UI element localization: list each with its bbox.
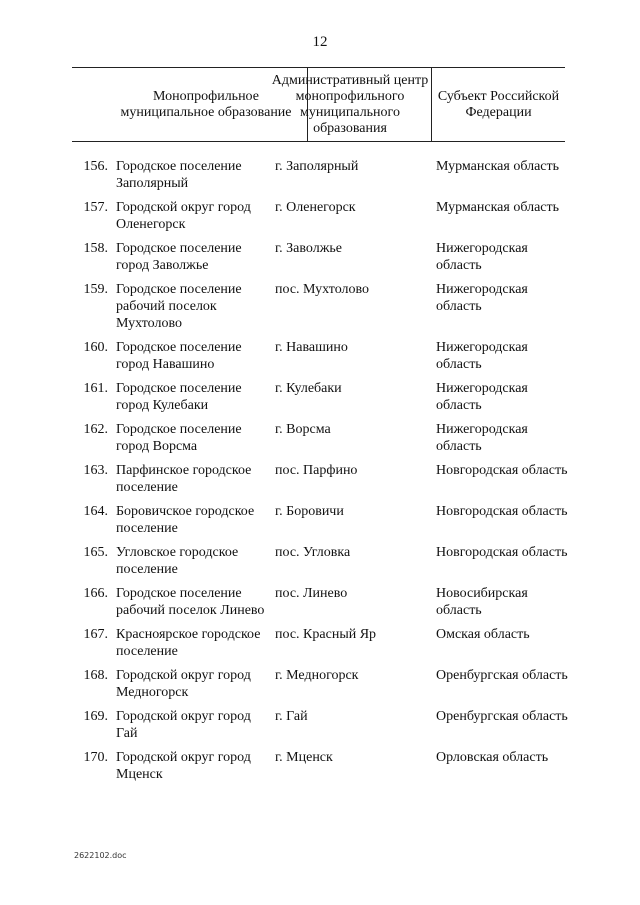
header-municipality: Монопрофильное муниципальное образование <box>105 68 308 141</box>
table-row <box>72 708 572 742</box>
municipality-name: Городское поселение город Кулебаки <box>116 381 242 413</box>
federal-subject: Нижегородская область <box>436 340 528 372</box>
municipality-name: Городской округ город Оленегорск <box>116 200 251 232</box>
municipality-name: Боровичское городское поселение <box>116 504 255 536</box>
table-row <box>72 421 572 455</box>
table-row <box>72 339 572 373</box>
admin-center: г. Боровичи <box>275 504 344 519</box>
row-number: 170. <box>83 750 108 765</box>
row-number: 169. <box>83 709 108 724</box>
admin-center: г. Кулебаки <box>275 381 342 396</box>
admin-center: г. Ворсма <box>275 422 331 437</box>
table-row <box>72 462 572 496</box>
federal-subject: Омская область <box>436 627 530 642</box>
admin-center: г. Заполярный <box>275 159 359 174</box>
admin-center: г. Медногорск <box>275 668 359 683</box>
file-footer: 2622102.doc <box>74 851 127 860</box>
municipality-name: Городское поселение рабочий поселок Линево <box>116 586 265 618</box>
row-number: 162. <box>83 422 108 437</box>
admin-center: г. Навашино <box>275 340 348 355</box>
federal-subject: Новгородская область <box>436 504 568 519</box>
row-number: 161. <box>83 381 108 396</box>
row-number: 158. <box>83 241 108 256</box>
federal-subject: Нижегородская область <box>436 422 528 454</box>
row-number: 157. <box>83 200 108 215</box>
row-number: 164. <box>83 504 108 519</box>
federal-subject: Нижегородская область <box>436 282 528 314</box>
admin-center: г. Мценск <box>275 750 333 765</box>
municipality-name: Парфинское городское поселение <box>116 463 252 495</box>
municipality-name: Городское поселение город Заволжье <box>116 241 242 273</box>
municipality-name: Городской округ город Медногорск <box>116 668 251 700</box>
row-number: 160. <box>83 340 108 355</box>
federal-subject: Оренбургская область <box>436 709 568 724</box>
municipality-name: Городское поселение город Навашино <box>116 340 242 372</box>
municipality-name: Городской округ город Мценск <box>116 750 251 782</box>
table-header <box>72 67 565 142</box>
header-admin-center: Административный центр монопрофильного муниципального образования <box>269 68 432 141</box>
municipality-name: Красноярское городское поселение <box>116 627 261 659</box>
admin-center: пос. Красный Яр <box>275 627 377 642</box>
table-body <box>72 158 572 790</box>
municipality-name: Городское поселение рабочий поселок Мухтолово <box>116 282 242 331</box>
municipality-name: Угловское городское поселение <box>116 545 239 577</box>
federal-subject: Мурманская область <box>436 159 560 174</box>
admin-center: пос. Угловка <box>275 545 351 560</box>
federal-subject: Нижегородская область <box>436 381 528 413</box>
federal-subject: Мурманская область <box>436 200 560 215</box>
row-number: 168. <box>83 668 108 683</box>
federal-subject: Новгородская область <box>436 463 568 478</box>
table-row <box>72 749 572 783</box>
table-row <box>72 281 572 332</box>
federal-subject: Оренбургская область <box>436 668 568 683</box>
table-row <box>72 585 572 619</box>
federal-subject: Орловская область <box>436 750 549 765</box>
admin-center: пос. Парфино <box>275 463 358 478</box>
table-row <box>72 158 572 192</box>
admin-center: г. Гай <box>275 709 308 724</box>
admin-center: г. Оленегорск <box>275 200 356 215</box>
table-row <box>72 544 572 578</box>
municipality-name: Городское поселение Заполярный <box>116 159 242 191</box>
table-row <box>72 626 572 660</box>
admin-center: г. Заволжье <box>275 241 342 256</box>
federal-subject: Новгородская область <box>436 545 568 560</box>
federal-subject: Нижегородская область <box>436 241 528 273</box>
admin-center: пос. Мухтолово <box>275 282 370 297</box>
municipality-name: Городской округ город Гай <box>116 709 251 741</box>
table-row <box>72 380 572 414</box>
row-number: 165. <box>83 545 108 560</box>
row-number: 167. <box>83 627 108 642</box>
municipality-name: Городское поселение город Ворсма <box>116 422 242 454</box>
row-number: 159. <box>83 282 108 297</box>
header-federal-subject: Субъект Российской Федерации <box>437 88 560 120</box>
table-row <box>72 199 572 233</box>
table-row <box>72 240 572 274</box>
page-number: 12 <box>312 34 328 50</box>
table-row <box>72 667 572 701</box>
admin-center: пос. Линево <box>275 586 348 601</box>
table-row <box>72 503 572 537</box>
row-number: 163. <box>83 463 108 478</box>
row-number: 156. <box>83 159 108 174</box>
federal-subject: Новосибирская область <box>436 586 528 618</box>
row-number: 166. <box>83 586 108 601</box>
